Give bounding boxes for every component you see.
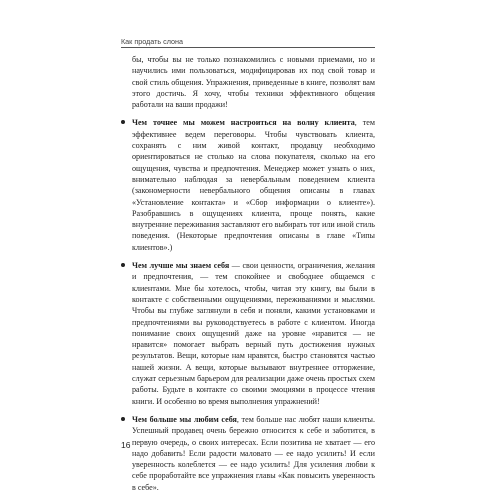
list-item-lead: Чем лучше мы знаем себя [132, 261, 230, 271]
page-body [121, 54, 375, 493]
bullet-icon [121, 417, 125, 421]
list-item-text: , тем эффективнее ведем переговоры. Чтобы чувствовать клиента, сохранять с ним живой контакт, продавцу необходимо ориентироваться не столько на слова покупателя, сколько на его ощущения, чувства и предпочтения. Менеджер может узнать о них, внимательно наблюдая за невербальным поведением клиента (закономерности невербального общения описаны в главах «Установление контакта» и «Сбор информации о клиенте»). Разобравшись в ощущениях клиента, проще понять, какие внутренние переживания заставляют его выбирать тот или иной стиль поведения. (Некоторые предпочтения описаны в главе «Типы клиентов».) [132, 118, 375, 252]
list-item [121, 117, 375, 253]
list-item-text: , тем больше нас любят наши клиенты. Успешный продавец очень бережно относится к себе и заботится, в первую очередь, о своих интересах. Если позитива не хватает — его надо добавить! Если радости маловато — ее надо усилить! И если уверенность колеблется — ее надо усилить! Для усиления любви к себе проработайте все упражнения главы «Как повысить уверенность в себе». [132, 414, 375, 492]
list-item [121, 414, 375, 493]
running-title: Как продать слона [121, 37, 183, 46]
bullet-icon [121, 263, 125, 267]
list-item-text: — свои ценности, ограничения, желания и предпочтения, — тем спокойнее и свободнее общаемся с клиентами. Мне бы хотелось, чтобы, читая эту книгу, вы были в контакте с собственными ощущениями, переживаниями и мыслями. Чтобы вы глубже заглянули в себя и поняли, какими установками и предпочтениями вы руководствуетесь в работе с клиентом. Иногда понимание своих ощущений даже на уровне «нравится — не нравится» помогает выбрать верный путь достижения нужных результатов. Вещи, которые нам нравятся, быстро становятся частью нашей жизни. А вещи, которые вызывают внутреннее отторжение, служат серьезным барьером для реализации даже очень простых схем работы. Будьте в контакте со своими эмоциями в процессе чтения книги. И особенно во время выполнения упражнений! [132, 261, 375, 406]
intro-paragraph: бы, чтобы вы не только познакомились с новыми приемами, но и научились ими пользоваться, модифицировав их под свой товар и свой стиль общения. Упражнения, приведенные в книге, позволят вам этого достичь. Я хочу, чтобы техники эффективного общения работали на ваши продажи! [132, 55, 375, 110]
header-rule [121, 47, 375, 48]
list-item-lead: Чем больше мы любим себя [132, 414, 237, 424]
list-item-lead: Чем точнее мы можем настроиться на волну клиента [132, 118, 355, 128]
list-item [121, 260, 375, 407]
bullet-icon [121, 120, 125, 124]
page-number: 16 [121, 440, 131, 450]
